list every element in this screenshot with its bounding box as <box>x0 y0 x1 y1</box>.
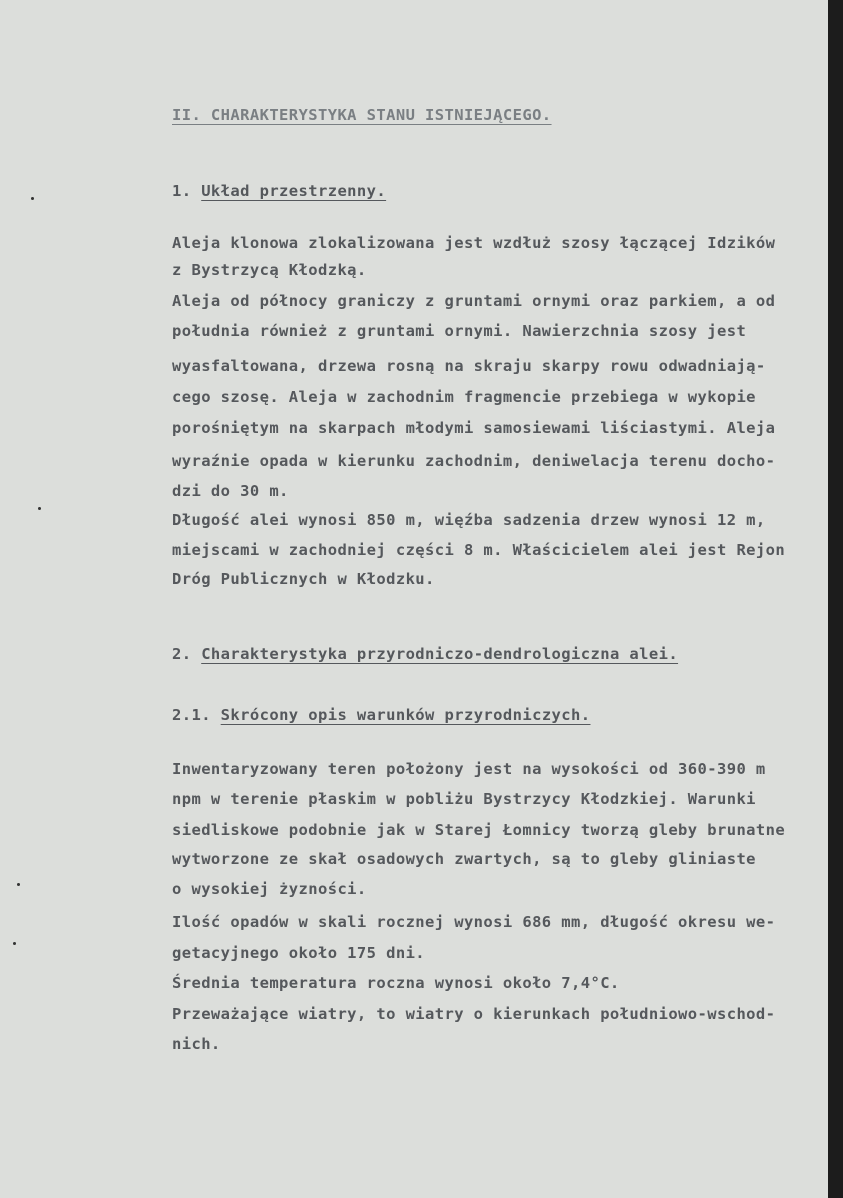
text-line: o wysokiej żyzności. <box>172 880 367 898</box>
section-2-heading <box>172 645 678 663</box>
section-title: Skrócony opis warunków przyrodniczych. <box>220 706 591 724</box>
text-line: Przeważające wiatry, to wiatry o kierunkach południowo-wschod- <box>172 1005 776 1023</box>
text-line: siedliskowe podobnie jak w Starej Łomnicy tworzą gleby brunatne <box>172 821 786 839</box>
text-line: południa również z gruntami ornymi. Nawierzchnia szosy jest <box>172 322 747 340</box>
text-line: Ilość opadów w skali rocznej wynosi 686 mm, długość okresu we- <box>172 913 776 931</box>
text-line: npm w terenie płaskim w pobliżu Bystrzycy Kłodzkiej. Warunki <box>172 790 756 808</box>
subsection-2-1-heading <box>172 706 590 724</box>
text-line: wyraźnie opada w kierunku zachodnim, deniwelacja terenu docho- <box>172 452 776 470</box>
punch-mark <box>13 942 16 945</box>
section-number: 1. <box>172 182 192 200</box>
text-line: cego szosę. Aleja w zachodnim fragmencie przebiega w wykopie <box>172 388 756 406</box>
text-line: Długość alei wynosi 850 m, więźba sadzenia drzew wynosi 12 m, <box>172 511 766 529</box>
text-line: wytworzone ze skał osadowych zwartych, są to gleby gliniaste <box>172 850 756 868</box>
text-line: Aleja klonowa zlokalizowana jest wzdłuż szosy łączącej Idzików <box>172 234 776 252</box>
section-number: 2.1. <box>172 706 211 724</box>
text-line: z Bystrzycą Kłodzką. <box>172 261 367 279</box>
section-title: Charakterystyka przyrodniczo-dendrologiczna alei. <box>201 645 679 663</box>
text-line: getacyjnego około 175 dni. <box>172 944 426 962</box>
text-line: miejscami w zachodniej części 8 m. Właścicielem alei jest Rejon <box>172 541 786 559</box>
scan-dark-edge <box>828 0 843 1198</box>
text-line: nich. <box>172 1035 221 1053</box>
chapter-heading: II. CHARAKTERYSTYKA STANU ISTNIEJĄCEGO. <box>172 106 552 124</box>
text-line: Średnia temperatura roczna wynosi około 7,4°C. <box>172 974 620 992</box>
text-line: wyasfaltowana, drzewa rosną na skraju skarpy rowu odwadniają- <box>172 357 766 375</box>
punch-mark <box>31 197 34 200</box>
text-line: dzi do 30 m. <box>172 482 289 500</box>
text-line: Inwentaryzowany teren położony jest na wysokości od 360-390 m <box>172 760 766 778</box>
section-number: 2. <box>172 645 192 663</box>
punch-mark <box>38 507 41 510</box>
text-line: porośniętym na skarpach młodymi samosiewami liściastymi. Aleja <box>172 419 776 437</box>
text-line: Aleja od północy graniczy z gruntami ornymi oraz parkiem, a od <box>172 292 776 310</box>
text-line: Dróg Publicznych w Kłodzku. <box>172 570 435 588</box>
section-title: Układ przestrzenny. <box>201 182 387 200</box>
section-1-heading <box>172 182 386 200</box>
punch-mark <box>17 883 20 886</box>
